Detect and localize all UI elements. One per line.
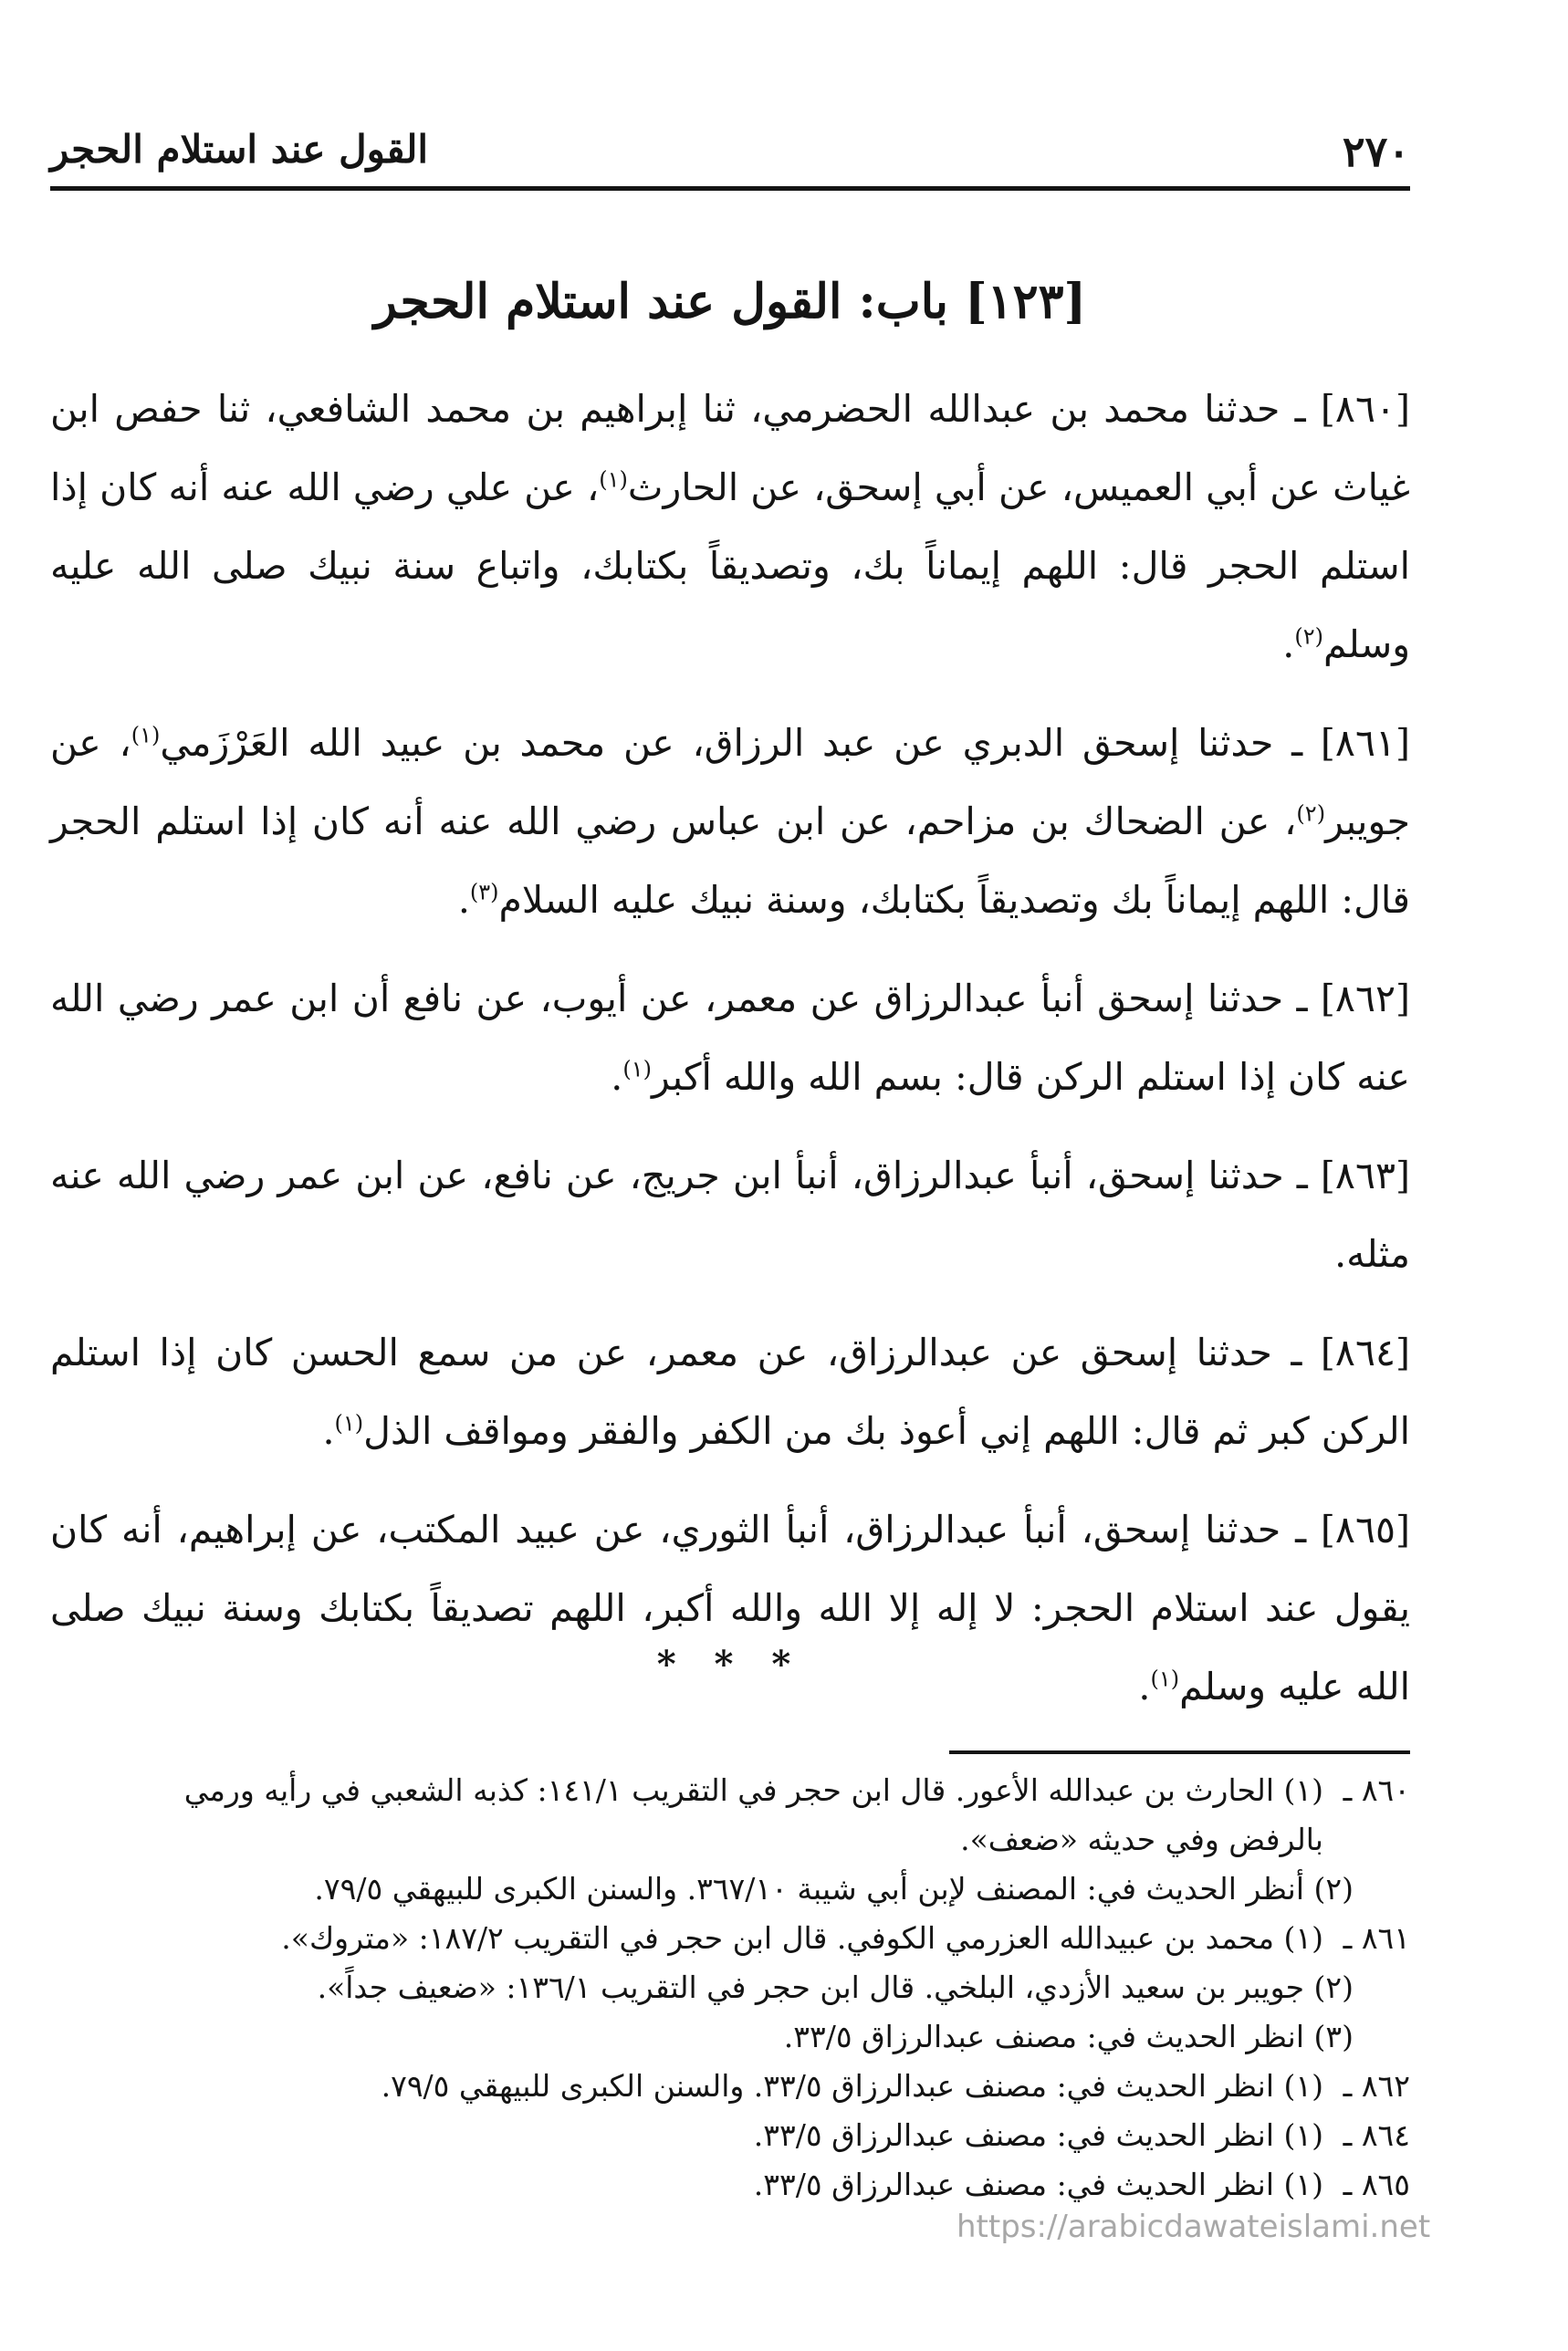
footnote (23, 2062, 1410, 2111)
hadith-number: [٨٦٢] (1320, 977, 1410, 1020)
footnote (23, 2160, 1410, 2210)
hadith-number: [٨٦٠] (1320, 387, 1410, 431)
hadith-863 (50, 1136, 1410, 1293)
hadith-text: . (322, 1409, 335, 1453)
hadith-text: ، عن علي رضي الله عنه أنه كان إذا استلم الحجر قال: اللهم إيماناً بك، وتصديقاً بكتابك، واتباع سنة نبيك صلى الله عليه وسلم (50, 465, 1410, 666)
hadith-text: ، عن جويبر (50, 721, 1410, 843)
footnote-ref[interactable]: (٢) (1294, 623, 1323, 650)
running-title: القول عند استلام الحجر (50, 127, 429, 172)
footnote-text: (٢) أنظر الحديث في: المصنف لإبن أبي شيبة ٣٦٧/١٠. والسنن الكبرى للبيهقي ٧٩/٥. (314, 1871, 1354, 1907)
footnote-group: ٨٦٥ ـ (1343, 2167, 1410, 2202)
hadith-text: ـ حدثنا إسحق، أنبأ عبدالرزاق، أنبأ ابن جريج، عن نافع، عن ابن عمر رضي الله عنه مثله. (50, 1154, 1410, 1276)
footnote-ref[interactable]: (١) (334, 1410, 364, 1437)
hadith-text: . (1138, 1665, 1151, 1708)
footnote-ref[interactable]: (٢) (1296, 800, 1326, 827)
header-rule (50, 186, 1410, 191)
footnote (23, 1914, 1410, 1963)
footnote (23, 2012, 1410, 2062)
hadith-list (50, 370, 1410, 1746)
hadith-text: ـ حدثنا إسحق الدبري عن عبد الرزاق، عن محمد بن عبيد الله العَرْزَمي (160, 721, 1321, 765)
footnote-group: ٨٦٠ ـ (1343, 1772, 1410, 1808)
footnote-ref[interactable]: (١) (622, 1056, 652, 1082)
footnote-group: ٨٦١ ـ (1343, 1920, 1410, 1956)
footnote (23, 2111, 1410, 2160)
footnote-text: (١) انظر الحديث في: مصنف عبدالرزاق ٣٣/٥. (753, 2117, 1323, 2153)
footnote-ref[interactable]: (٣) (469, 879, 499, 905)
footnote-text: (٢) جويبر بن سعيد الأزدي، البلخي. قال ابن حجر في التقريب ١٣٦/١: «ضعيف جداً». (317, 1970, 1354, 2005)
footnote-group: ٨٦٤ ـ (1343, 2117, 1410, 2153)
hadith-text: . (611, 1055, 623, 1099)
hadith-860 (50, 370, 1410, 684)
footnote-ref[interactable]: (١) (599, 466, 628, 493)
footnote-ref[interactable]: (١) (131, 722, 161, 748)
hadith-864 (50, 1313, 1410, 1470)
footnote-text: (١) انظر الحديث في: مصنف عبدالرزاق ٣٣/٥. (753, 2167, 1323, 2202)
footnote-text: (١) الحارث بن عبدالله الأعور. قال ابن حجر في التقريب ١٤١/١: كذبه الشعبي في رأيه ورمي (183, 1772, 1323, 1808)
footnote (23, 1865, 1410, 1914)
hadith-text: ، عن الضحاك بن مزاحم، عن ابن عباس رضي الله عنه أنه كان إذا استلم الحجر قال: اللهم إيماناً بك وتصديقاً بكتابك، وسنة نبيك عليه السلام (50, 799, 1410, 922)
hadith-number: [٨٦٤] (1320, 1331, 1410, 1374)
footnote-ref[interactable]: (١) (1150, 1666, 1180, 1692)
hadith-text: . (457, 878, 470, 922)
watermark-url: https://arabicdawateislami.net (956, 2209, 1431, 2245)
footnote-text: (١) محمد بن عبيدالله العزرمي الكوفي. قال ابن حجر في التقريب ١٨٧/٢: «متروك». (281, 1920, 1323, 1956)
hadith-number: [٨٦٥] (1320, 1508, 1410, 1552)
footnotes (23, 1766, 1410, 2210)
hadith-861 (50, 704, 1410, 939)
hadith-text: ـ حدثنا محمد بن عبدالله الحضرمي، ثنا إبراهيم بن محمد الشافعي، ثنا حفص ابن غياث عن أبي العميس، عن أبي إسحق، عن الحارث (50, 387, 1410, 509)
footnote-group: ٨٦٢ ـ (1343, 2068, 1410, 2104)
footnote (14, 1963, 1410, 2012)
chapter-title: [١٢٣] باب: القول عند استلام الحجر (373, 274, 1087, 329)
footnote-text: (٣) انظر الحديث في: مصنف عبدالرزاق ٣٣/٥. (783, 2019, 1354, 2054)
hadith-text: ـ حدثنا إسحق، أنبأ عبدالرزاق، أنبأ الثوري، عن عبيد المكتب، عن إبراهيم، أنه كان يقول عند استلام الحجر: لا إله إلا الله والله أكبر، اللهم تصديقاً بكتابك وسنة نبيك صلى الله عليه وسلم (50, 1508, 1410, 1708)
footnote-text: (١) انظر الحديث في: مصنف عبدالرزاق ٣٣/٥. والسنن الكبرى للبيهقي ٧٩/٥. (381, 2068, 1323, 2104)
section-separator: * * * (656, 1643, 804, 1686)
hadith-text: ـ حدثنا إسحق عن عبدالرزاق، عن معمر، عن من سمع الحسن كان إذا استلم الركن كبر ثم قال: اللهم إني أعوذ بك من الكفر والفقر ومواقف الذل (50, 1331, 1410, 1453)
hadith-number: [٨٦٣] (1320, 1154, 1410, 1197)
hadith-862 (50, 959, 1410, 1116)
footnote (23, 1766, 1410, 1815)
hadith-text: ـ حدثنا إسحق أنبأ عبدالرزاق عن معمر، عن أيوب، عن نافع أن ابن عمر رضي الله عنه كان إذا استلم الركن قال: بسم الله والله أكبر (50, 977, 1410, 1099)
hadith-text: . (1282, 622, 1295, 666)
running-header (50, 123, 1410, 183)
hadith-number: [٨٦١] (1320, 721, 1410, 765)
footnote (23, 1815, 1410, 1865)
footnote-rule (949, 1750, 1410, 1754)
footnote-text: بالرفض وفي حديثه «ضعف». (960, 1822, 1323, 1857)
hadith-865 (50, 1490, 1410, 1726)
page-number: ٢٧٠ (1342, 127, 1410, 176)
